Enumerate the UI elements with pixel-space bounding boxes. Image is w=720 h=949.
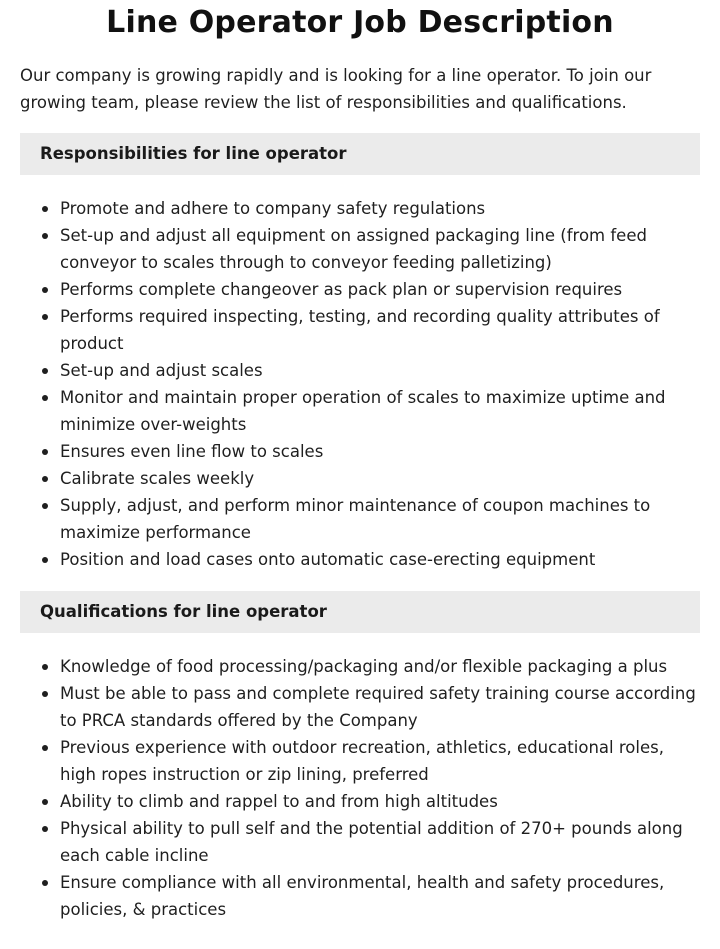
list-item: Knowledge of food processing/packaging and/or flexible packaging a plus (60, 653, 700, 680)
list-item: Supply, adjust, and perform minor maintenance of coupon machines to maximize performance (60, 492, 700, 546)
list-item: Position and load cases onto automatic case-erecting equipment (60, 546, 700, 573)
list-item: Set-up and adjust scales (60, 357, 700, 384)
list-item: Performs required inspecting, testing, and recording quality attributes of product (60, 303, 700, 357)
list-item: Calibrate scales weekly (60, 465, 700, 492)
qualifications-list (20, 653, 700, 923)
list-item: Set-up and adjust all equipment on assigned packaging line (from feed conveyor to scales through to conveyor feeding palletizing) (60, 222, 700, 276)
list-item: Ability to climb and rappel to and from high altitudes (60, 788, 700, 815)
responsibilities-list (20, 195, 700, 573)
qualifications-heading: Qualifications for line operator (20, 591, 700, 633)
list-item: Ensures even line flow to scales (60, 438, 700, 465)
list-item: Promote and adhere to company safety regulations (60, 195, 700, 222)
list-item: Previous experience with outdoor recreation, athletics, educational roles, high ropes instruction or zip lining, preferred (60, 734, 700, 788)
intro-paragraph: Our company is growing rapidly and is looking for a line operator. To join our growing team, please review the list of responsibilities and qualifications. (20, 66, 652, 112)
list-item: Physical ability to pull self and the potential addition of 270+ pounds along each cable incline (60, 815, 700, 869)
list-item: Must be able to pass and complete required safety training course according to PRCA standards offered by the Company (60, 680, 700, 734)
page-title: Line Operator Job Description (106, 5, 614, 40)
list-item: Monitor and maintain proper operation of scales to maximize uptime and minimize over-weights (60, 384, 700, 438)
list-item: Performs complete changeover as pack plan or supervision requires (60, 276, 700, 303)
responsibilities-heading: Responsibilities for line operator (20, 133, 700, 175)
list-item: Ensure compliance with all environmental, health and safety procedures, policies, & practices (60, 869, 700, 923)
